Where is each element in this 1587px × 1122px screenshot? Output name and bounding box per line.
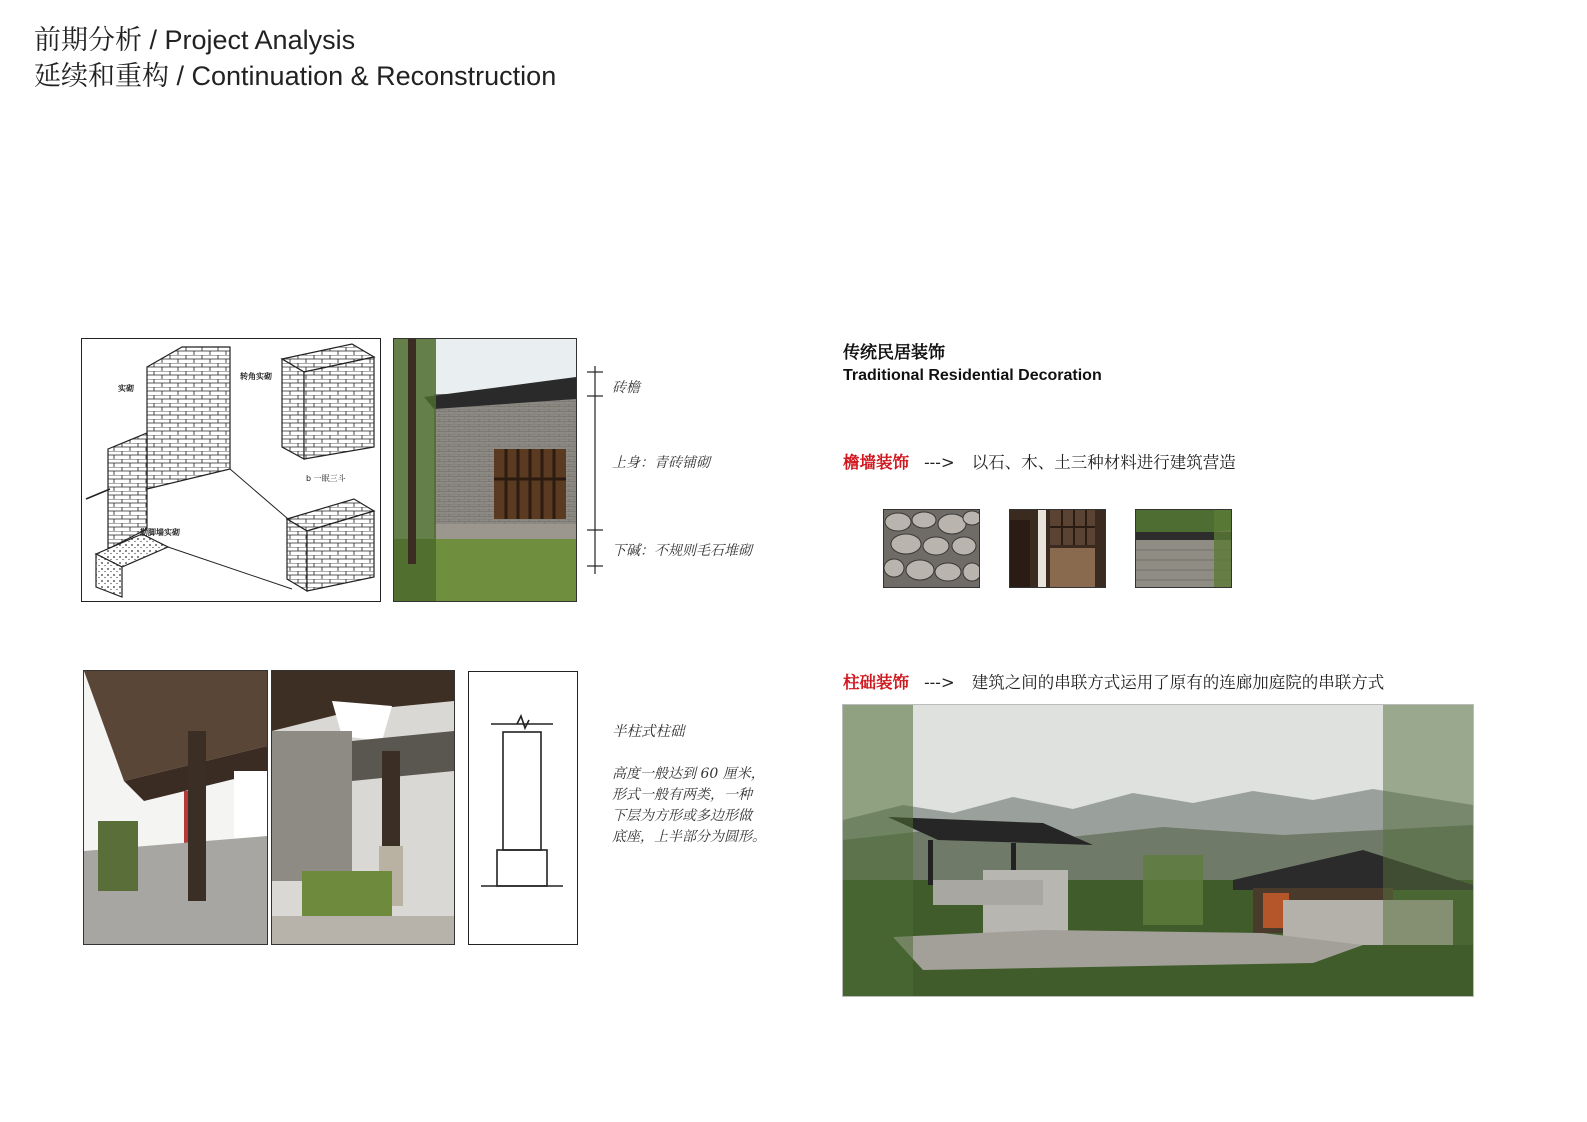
wall-construction-diagram: [81, 338, 381, 602]
page-title-line1: 前期分析 / Project Analysis: [34, 25, 356, 55]
column-base-description: [612, 764, 766, 848]
annotation-lower-base: 下碱：不规则毛石堆砌: [612, 543, 752, 559]
stone-material-photo: [883, 509, 980, 588]
dimension-line-icon: [583, 366, 607, 576]
column-base-row: [843, 669, 1384, 693]
earth-brick-material-photo: [1135, 509, 1232, 588]
annotation-eave: 砖檐: [612, 380, 640, 396]
eave-wall-text: 以石、木、土三种材料进行建筑营造: [971, 453, 1236, 472]
label-b: b 一眠三斗: [306, 474, 346, 483]
column-desc-line: 底座，上半部分为圆形。: [612, 829, 766, 845]
column-base-label: 柱础装饰: [843, 673, 909, 692]
label-solid: 实砌: [118, 384, 134, 393]
corridor-photo-2: [271, 670, 455, 945]
corridor-photo-1: [83, 670, 268, 945]
decoration-title-en: Traditional Residential Decoration: [843, 367, 1102, 384]
wood-material-photo: [1009, 509, 1106, 588]
column-base-title: 半柱式柱础: [612, 724, 685, 740]
column-desc-line: 形式一般有两类，一种: [612, 787, 752, 803]
traditional-wall-photo: [393, 338, 577, 602]
page-title-line2: 延续和重构 / Continuation & Reconstruction: [34, 61, 557, 91]
column-desc-line: 高度一般达到 60 厘米，: [612, 766, 765, 782]
column-base-diagram: [468, 671, 578, 945]
annotation-upper-body: 上身：青砖铺砌: [612, 455, 710, 471]
label-corner: 转角实砌: [240, 372, 272, 381]
column-base-text: 建筑之间的串联方式运用了原有的连廊加庭院的串联方式: [971, 673, 1385, 692]
column-desc-line: 下层为方形或多边形做: [612, 808, 752, 824]
eave-wall-label: 檐墙装饰: [843, 453, 909, 472]
label-plinth: 勒脚墙实砌: [140, 528, 180, 537]
decoration-title-cn: 传统民居装饰: [843, 343, 945, 363]
column-base-arrow: --->: [924, 673, 955, 692]
eave-wall-row: [843, 449, 1236, 473]
eave-wall-arrow: --->: [924, 453, 955, 472]
architectural-rendering: [842, 704, 1474, 997]
